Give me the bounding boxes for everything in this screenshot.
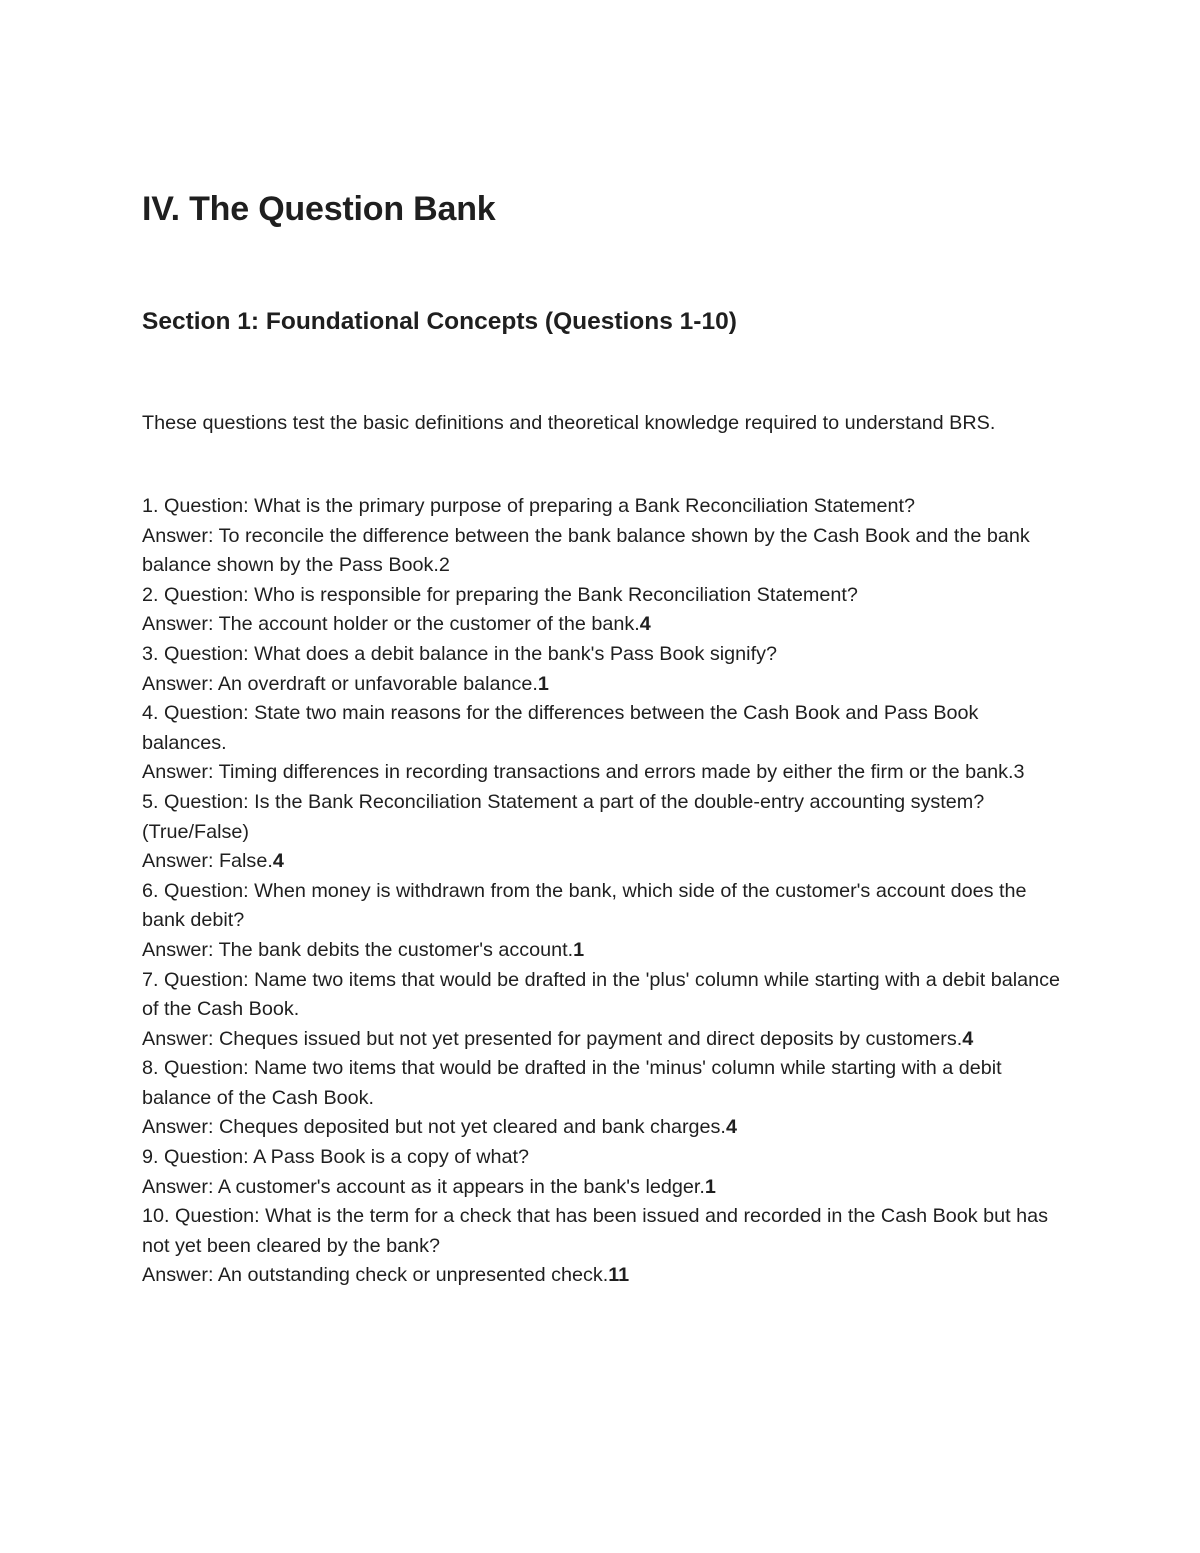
reference-marker: 4 xyxy=(639,613,651,636)
reference-marker: 1 xyxy=(704,1175,716,1198)
answer-text xyxy=(142,1261,1067,1291)
question-item-3 xyxy=(142,640,1067,699)
question-item-6 xyxy=(142,877,1067,966)
reference-marker: 1 xyxy=(537,672,549,695)
answer-text xyxy=(142,610,1067,640)
question-text: 6. Question: When money is withdrawn from the bank, which side of the customer's account does the bank debit? xyxy=(142,879,1027,932)
question-item-2 xyxy=(142,581,1067,640)
question-text: 2. Question: Who is responsible for preparing the Bank Reconciliation Statement? xyxy=(142,583,858,606)
answer-body: Answer: Cheques deposited but not yet cleared and bank charges. xyxy=(142,1116,726,1139)
reference-marker: 11 xyxy=(608,1264,630,1287)
answer-body: Answer: The account holder or the customer of the bank. xyxy=(142,613,640,636)
section-heading: Section 1: Foundational Concepts (Questions 1-10) xyxy=(142,308,737,335)
reference-marker: 2 xyxy=(438,554,450,577)
answer-text xyxy=(142,758,1067,788)
question-text: 3. Question: What does a debit balance in the bank's Pass Book signify? xyxy=(142,642,777,665)
question-item-5 xyxy=(142,788,1067,877)
question-text: 8. Question: Name two items that would be drafted in the 'minus' column while starting with a debit balance of the Cash Book. xyxy=(142,1057,1002,1109)
section-intro: These questions test the basic definitions and theoretical knowledge required to understand BRS. xyxy=(142,412,996,434)
answer-text xyxy=(142,936,1067,966)
answer-text xyxy=(142,522,1067,581)
answer-body: Answer: Cheques issued but not yet presented for payment and direct deposits by customers. xyxy=(142,1027,963,1050)
answer-body: Answer: Timing differences in recording transactions and errors made by either the firm or the bank. xyxy=(142,761,1014,784)
question-item-4 xyxy=(142,699,1067,788)
answer-text xyxy=(142,847,1067,877)
answer-body: Answer: False. xyxy=(142,850,273,873)
answer-text xyxy=(142,1113,1067,1143)
question-text: 9. Question: A Pass Book is a copy of what? xyxy=(142,1146,530,1169)
page-title: IV. The Question Bank xyxy=(142,190,496,228)
question-text: 4. Question: State two main reasons for the differences between the Cash Book and Pass Book balances. xyxy=(142,702,979,754)
reference-marker: 1 xyxy=(573,938,585,961)
answer-body: Answer: To reconcile the difference between the bank balance shown by the Cash Book and the bank balance shown by the Pass Book. xyxy=(142,524,1030,577)
answer-text xyxy=(142,1025,1067,1055)
question-item-9 xyxy=(142,1143,1067,1202)
reference-marker: 4 xyxy=(725,1116,737,1139)
question-item-10 xyxy=(142,1202,1067,1291)
question-text: 7. Question: Name two items that would be drafted in the 'plus' column while starting with a debit balance of the Cash Book. xyxy=(142,968,1060,1021)
question-item-7 xyxy=(142,966,1067,1055)
answer-body: Answer: A customer's account as it appears in the bank's ledger. xyxy=(142,1175,705,1198)
question-list xyxy=(142,492,1067,1291)
question-item-8 xyxy=(142,1054,1067,1143)
answer-text xyxy=(142,1173,1067,1203)
answer-body: Answer: An outstanding check or unpresented check. xyxy=(142,1264,609,1287)
question-text: 1. Question: What is the primary purpose of preparing a Bank Reconciliation Statement? xyxy=(142,495,915,517)
question-text: 10. Question: What is the term for a check that has been issued and recorded in the Cash Book but has not yet been cleared by the bank? xyxy=(142,1205,1049,1257)
reference-marker: 3 xyxy=(1013,761,1025,784)
reference-marker: 4 xyxy=(272,850,284,873)
reference-marker: 4 xyxy=(962,1027,974,1050)
question-text: 5. Question: Is the Bank Reconciliation Statement a part of the double-entry accounting system? (True/False) xyxy=(142,790,985,843)
answer-text xyxy=(142,670,1067,700)
answer-body: Answer: An overdraft or unfavorable balance. xyxy=(142,672,538,695)
question-item-1 xyxy=(142,492,1067,581)
answer-body: Answer: The bank debits the customer's account. xyxy=(142,938,574,961)
